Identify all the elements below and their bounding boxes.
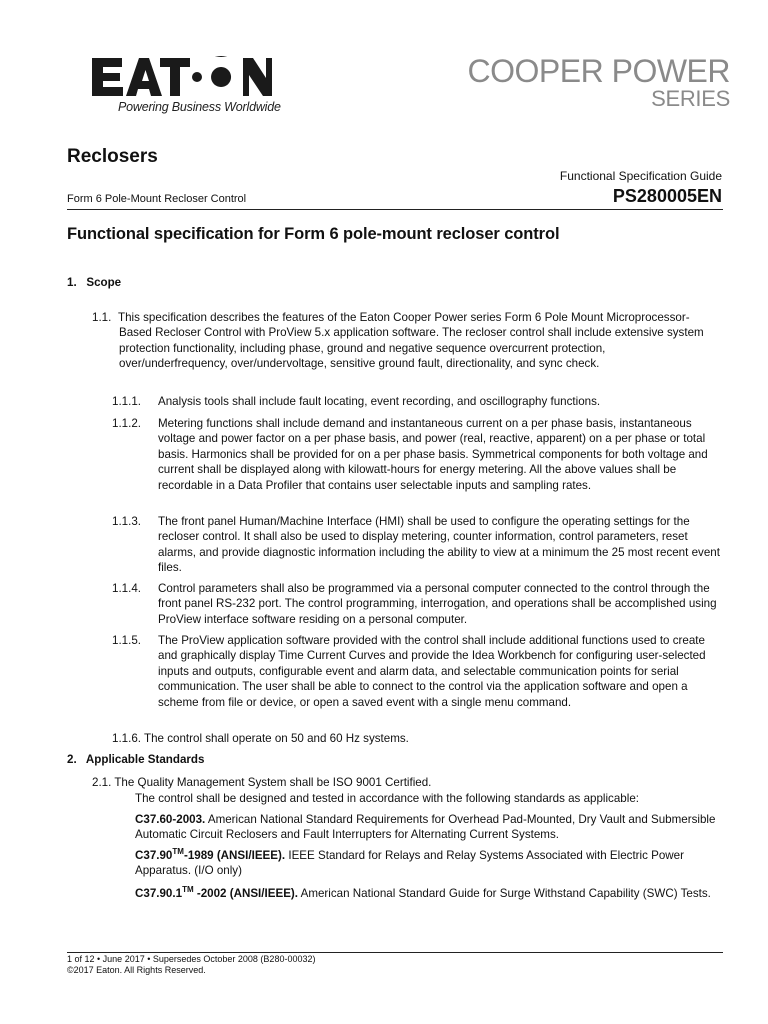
trademark: TM bbox=[182, 885, 194, 895]
header-divider bbox=[67, 209, 723, 210]
item-number: 1.1.3. bbox=[112, 515, 142, 528]
doc-number: PS280005EN bbox=[612, 186, 722, 206]
trademark: TM bbox=[172, 847, 184, 857]
series-word: SERIES bbox=[651, 86, 730, 111]
section-title: Reclosers bbox=[67, 146, 158, 167]
guide-label: Functional Specification Guide bbox=[559, 169, 722, 183]
paragraph-1-1-6: 1.1.6. The control shall operate on 50 and 60 Hz systems. bbox=[112, 732, 409, 745]
footer-divider bbox=[67, 952, 723, 953]
standard-text: IEEE Standard for Relays and Relay Systems Associated with Electric Power Apparatus. (I/O only) bbox=[135, 849, 684, 878]
item-text: The ProView application software provided with the control shall include additional functions used to create and graphically display Time Current Curves and provide the Idea Workbench for configuring user-selected inputs and outputs, configurable event and alarm data, and selectable communication points for serial communication. The user shall be able to connect to the control via the application software and open a scheme from file or device, or open a saved event with a single menu command. bbox=[158, 634, 706, 709]
paragraph-2-1: 2.1. The Quality Management System shall be ISO 9001 Certified. bbox=[92, 776, 432, 789]
list-item bbox=[112, 394, 724, 409]
standard-code: C37.60-2003. bbox=[135, 813, 206, 826]
paragraph-number: 1.1. bbox=[92, 311, 112, 324]
standard-code: C37.90.1 bbox=[135, 887, 183, 900]
footer-page-info: 1 of 12 • June 2017 • Supersedes October 2008 (B280-00032) bbox=[67, 954, 316, 964]
standard-code-suffix: -2002 (ANSI/IEEE). bbox=[193, 887, 299, 900]
standard-text: American National Standard Guide for Surge Withstand Capability (SWC) Tests. bbox=[298, 887, 711, 900]
series-brand: COOPER POWER bbox=[467, 53, 730, 89]
item-number: 1.1.5. bbox=[112, 634, 142, 647]
page-title: Functional specification for Form 6 pole-mount recloser control bbox=[67, 225, 560, 243]
item-number: 1.1.2. bbox=[112, 417, 142, 430]
paragraph-text: This specification describes the features of the Eaton Cooper Power series Form 6 Pole Mount Microprocessor-Based Recloser Control with ProView 5.x application software. The recloser control shall include extensive system protection functionality, including phase, ground and negative sequence overcurrent protection, over/underfrequency, over/undervoltage, sensitive ground fault, directionality, and sync check. bbox=[118, 311, 704, 371]
standard-code: C37.90 bbox=[135, 849, 173, 862]
item-number: 1.1.1. bbox=[112, 395, 142, 408]
standard-c37-60 bbox=[135, 812, 720, 843]
standard-c37-90-1 bbox=[135, 886, 720, 901]
standard-c37-90 bbox=[135, 848, 720, 879]
item-number: 1.1.4. bbox=[112, 582, 142, 595]
paragraph-1-1 bbox=[92, 310, 712, 372]
standards-heading: 2. Applicable Standards bbox=[67, 753, 205, 766]
product-line: Form 6 Pole-Mount Recloser Control bbox=[67, 193, 247, 205]
standard-code-suffix: -1989 (ANSI/IEEE). bbox=[183, 849, 286, 862]
list-item bbox=[112, 416, 724, 493]
standard-text: American National Standard Requirements for Overhead Pad-Mounted, Dry Vault and Submersible Automatic Circuit Reclosers and Fault Interrupters for Alternating Current Systems. bbox=[135, 813, 716, 842]
scope-heading: 1. Scope bbox=[67, 276, 122, 289]
item-text: Control parameters shall also be programmed via a personal computer connected to the control through the front panel RS-232 port. The control programming, interrogation, and operations shall be accomplished using ProView interface software residing on a personal computer. bbox=[158, 582, 717, 626]
list-item bbox=[112, 514, 724, 576]
list-item bbox=[112, 633, 724, 710]
item-text: Metering functions shall include demand and instantaneous current on a per phase basis, instantaneous voltage and power factor on a per phase basis, and power (real, reactive, apparent) on a per phase or total basis. Harmonics shall be provided for on a per phase basis. Symmetrical components for both voltage and current shall be displayed along with kilowatt-hours for energy metering. All the above values shall be recordable in a Data Profiler that contains user selectable inputs and sampling rates. bbox=[158, 417, 708, 492]
brand-tagline: Powering Business Worldwide bbox=[118, 100, 281, 114]
list-item bbox=[112, 581, 724, 627]
item-text: The front panel Human/Machine Interface (HMI) shall be used to configure the operating settings for the recloser control. It shall also be used to display metering, counter information, control parameters, reset alarms, and provide diagnostic information including the ability to view at a minimum the 25 most recent event files. bbox=[158, 515, 720, 575]
footer-copyright: ©2017 Eaton. All Rights Reserved. bbox=[67, 965, 206, 975]
paragraph-2-1-cont: The control shall be designed and tested in accordance with the following standards as applicable: bbox=[135, 792, 639, 805]
item-text: Analysis tools shall include fault locating, event recording, and oscillography functions. bbox=[158, 395, 601, 408]
